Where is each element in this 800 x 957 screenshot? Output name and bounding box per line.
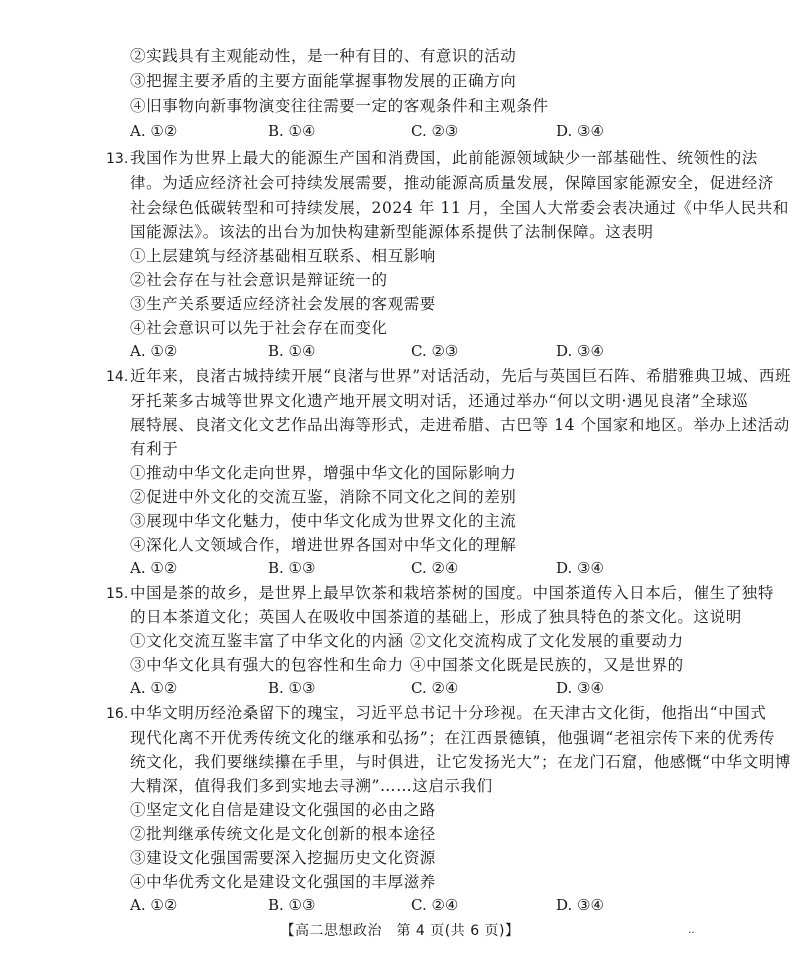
q15-stem-line-1: 15. 中国是茶的故乡，是世界上最早饮茶和栽培茶树的国度。中国茶道传入日本后，催生了独特 [106,584,775,602]
q14-option-3: ③展现中华文化魅力，使中华文化成为世界文化的主流 [130,512,517,530]
q16-option-1: ①坚定文化自信是建设文化强国的必由之路 [130,801,436,819]
q13-option-1: ①上层建筑与经济基础相互联系、相互影响 [130,247,436,265]
q16-choice-b: B. ①③ [268,896,316,914]
q13-choice-d: D. ③④ [556,342,604,360]
page-footer: 【高二思想政治 第 4 页(共 6 页)】 [280,923,520,939]
q13-stem-line-2: 律。为适应经济社会可持续发展需要，推动能源高质量发展，保障国家能源安全，促进经济 [130,174,775,192]
q15-option-2: ②文化交流构成了文化发展的重要动力 [410,632,684,650]
corner-mark: ‥ [688,925,695,936]
q12-choice-b: B. ①④ [268,122,316,140]
q16-stem-line-4: 大精深，值得我们多到实地去寻溯”……这启示我们 [130,777,493,795]
q12-choice-a: A. ①② [130,122,178,140]
q16-stem-line-1: 16. 中华文明历经沧桑留下的瑰宝，习近平总书记十分珍视。在天津古文化街，他指出“中国式 [106,704,767,722]
q14-option-1: ①推动中华文化走向世界，增强中华文化的国际影响力 [130,464,517,482]
q16-choice-d: D. ③④ [556,896,604,914]
q13-stem-line-1: 13. 我国作为世界上最大的能源生产国和消费国，此前能源领域缺少一部基础性、统领性的法 [106,149,758,167]
q14-option-4: ④深化人文领域合作，增进世界各国对中华文化的理解 [130,536,517,554]
q16-option-3: ③建设文化强国需要深入挖掘历史文化资源 [130,849,436,867]
q14-stem-line-2: 牙托莱多古城等世界文化遗产地开展文明对话，还通过举办“何以文明·遇见良渚”全球巡 [130,392,749,410]
q14-choice-d: D. ③④ [556,559,604,577]
q16-choice-a: A. ①② [130,896,178,914]
q16-choice-c: C. ②④ [411,896,459,914]
q15-stem-line-2: 的日本茶道文化；英国人在吸收中国茶道的基础上，形成了独具特色的茶文化。这说明 [130,608,742,626]
q15-option-4: ④中国茶文化既是民族的，又是世界的 [410,656,684,674]
q13-choice-b: B. ①④ [268,342,316,360]
q15-choice-d: D. ③④ [556,679,604,697]
q13-choice-c: C. ②③ [411,342,459,360]
q14-stem-line-3: 展特展、良渚文化文艺作品出海等形式，走进希腊、古巴等 14 个国家和地区。举办上述活动 [130,416,790,434]
q14-stem-line-4: 有利于 [130,440,179,458]
q14-option-2: ②促进中外文化的交流互鉴，消除不同文化之间的差别 [130,488,517,506]
q14-choice-b: B. ①③ [268,559,316,577]
q15-option-1: ①文化交流互鉴丰富了中华文化的内涵 [130,632,404,650]
q13-option-2: ②社会存在与社会意识是辩证统一的 [130,271,388,289]
q12-choice-d: D. ③④ [556,122,604,140]
q15-choice-b: B. ①③ [268,679,316,697]
q15-choice-c: C. ②④ [411,679,459,697]
q14-number: 14. [106,369,129,385]
q15-number: 15. [106,586,129,602]
q15-choice-a: A. ①② [130,679,178,697]
q14-stem-line-1: 14. 近年来，良渚古城持续开展“良渚与世界”对话活动，先后与英国巨石阵、希腊雅典卫城、西班 [106,367,792,385]
q13-choice-a: A. ①② [130,342,178,360]
q16-number: 16. [106,706,129,722]
q16-option-4: ④中华优秀文化是建设文化强国的丰厚滋养 [130,873,436,891]
q16-stem-line-2: 现代化离不开优秀传统文化的继承和弘扬”；在江西景德镇，他强调“老祖宗传下来的优秀传 [130,729,775,747]
q13-stem-line-3: 社会绿色低碳转型和可持续发展，2024 年 11 月，全国人大常委会表决通过《中华人民共和 [130,199,789,217]
q16-stem-line-3: 统文化，我们要继续攥在手里，与时俱进，让它发扬光大”；在龙门石窟，他感慨“中华文明博 [130,753,792,771]
q12-option-4: ④旧事物向新事物演变往往需要一定的客观条件和主观条件 [130,97,549,115]
q13-option-3: ③生产关系要适应经济社会发展的客观需要 [130,295,436,313]
q14-choice-c: C. ②④ [411,559,459,577]
q13-option-4: ④社会意识可以先于社会存在而变化 [130,319,388,337]
q16-option-2: ②批判继承传统文化是文化创新的根本途径 [130,825,436,843]
q15-option-3: ③中华文化具有强大的包容性和生命力 [130,656,404,674]
q12-option-2: ②实践具有主观能动性，是一种有目的、有意识的活动 [130,47,517,65]
q12-option-3: ③把握主要矛盾的主要方面能掌握事物发展的正确方向 [130,72,517,90]
q13-number: 13. [106,151,129,167]
q13-stem-line-4: 国能源法》。该法的出台为加快构建新型能源体系提供了法制保障。这表明 [130,223,654,241]
q14-choice-a: A. ①② [130,559,178,577]
q12-choice-c: C. ②③ [411,122,459,140]
